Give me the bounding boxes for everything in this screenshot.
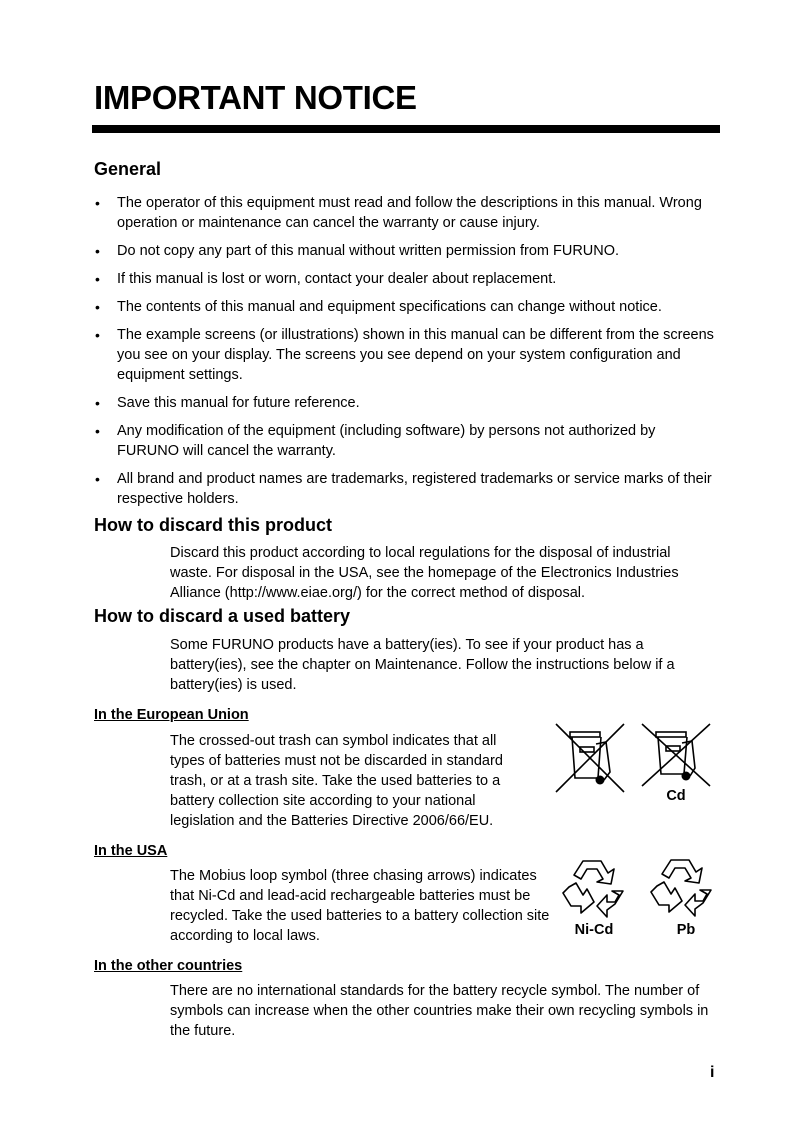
general-item: • All brand and product names are trademarks, registered trademarks or service marks of their respective holders. — [94, 469, 719, 509]
page-title: IMPORTANT NOTICE — [94, 79, 417, 116]
discard-product-text: Discard this product according to local regulations for the disposal of industrial waste. For disposal in the USA, see the homepage of the Electronics Industries Alliance (http://www.eiae.org/) for the correct method of disposal. — [170, 545, 679, 601]
general-list — [94, 193, 719, 509]
general-item: • The contents of this manual and equipment specifications can change without notice. — [94, 297, 719, 317]
recycle-icon — [561, 857, 627, 919]
usa-heading: In the USA — [94, 843, 168, 859]
title-rule — [92, 125, 720, 133]
cd-symbol-label: Cd — [666, 788, 686, 804]
discard-battery-heading: How to discard a used battery — [94, 606, 351, 626]
page-number: i — [710, 1064, 715, 1081]
other-text: There are no international standards for the battery recycle symbol. The number of symbols can increase when the other countries make their own recycling symbols in the future. — [170, 983, 709, 1039]
discard-product-heading: How to discard this product — [94, 515, 333, 535]
eu-text: The crossed-out trash can symbol indicates that all types of batteries must not be discarded in standard trash, or at a trash site. Take the used batteries to a battery collection site according to your national legislation and the Batteries Directive 2006/66/EU. — [170, 733, 503, 829]
pb-symbol-label: Pb — [676, 922, 696, 938]
recycle-icon — [649, 855, 715, 919]
eu-heading: In the European Union — [94, 707, 249, 723]
general-item: • The example screens (or illustrations) shown in this manual can be different from the screens you see on your display. The screens you see depend on your system configuration and equipment settings. — [94, 325, 719, 385]
general-item: • Any modification of the equipment (including software) by persons not authorized by FURUNO will cancel the warranty. — [94, 421, 719, 461]
general-heading: General — [94, 159, 162, 179]
general-item: • Do not copy any part of this manual without written permission from FURUNO. — [94, 241, 719, 261]
general-item: • The operator of this equipment must read and follow the descriptions in this manual. Wrong operation or maintenance can cancel the warranty or cause injury. — [94, 193, 719, 233]
other-heading: In the other countries — [94, 958, 243, 974]
crossed-out-trash-can-icon — [640, 722, 712, 788]
usa-text: The Mobius loop symbol (three chasing arrows) indicates that Ni-Cd and lead-acid rechargeable batteries must be recycled. Take the used batteries to a battery collection site according to local laws. — [170, 868, 550, 944]
nicd-symbol-label: Ni-Cd — [574, 922, 614, 938]
crossed-out-trash-can-icon — [554, 722, 626, 794]
general-item: • Save this manual for future reference. — [94, 393, 719, 413]
general-item: • If this manual is lost or worn, contact your dealer about replacement. — [94, 269, 719, 289]
discard-battery-text: Some FURUNO products have a battery(ies). To see if your product has a battery(ies), see the chapter on Maintenance. Follow the instructions below if a battery(ies) is used. — [170, 637, 675, 693]
